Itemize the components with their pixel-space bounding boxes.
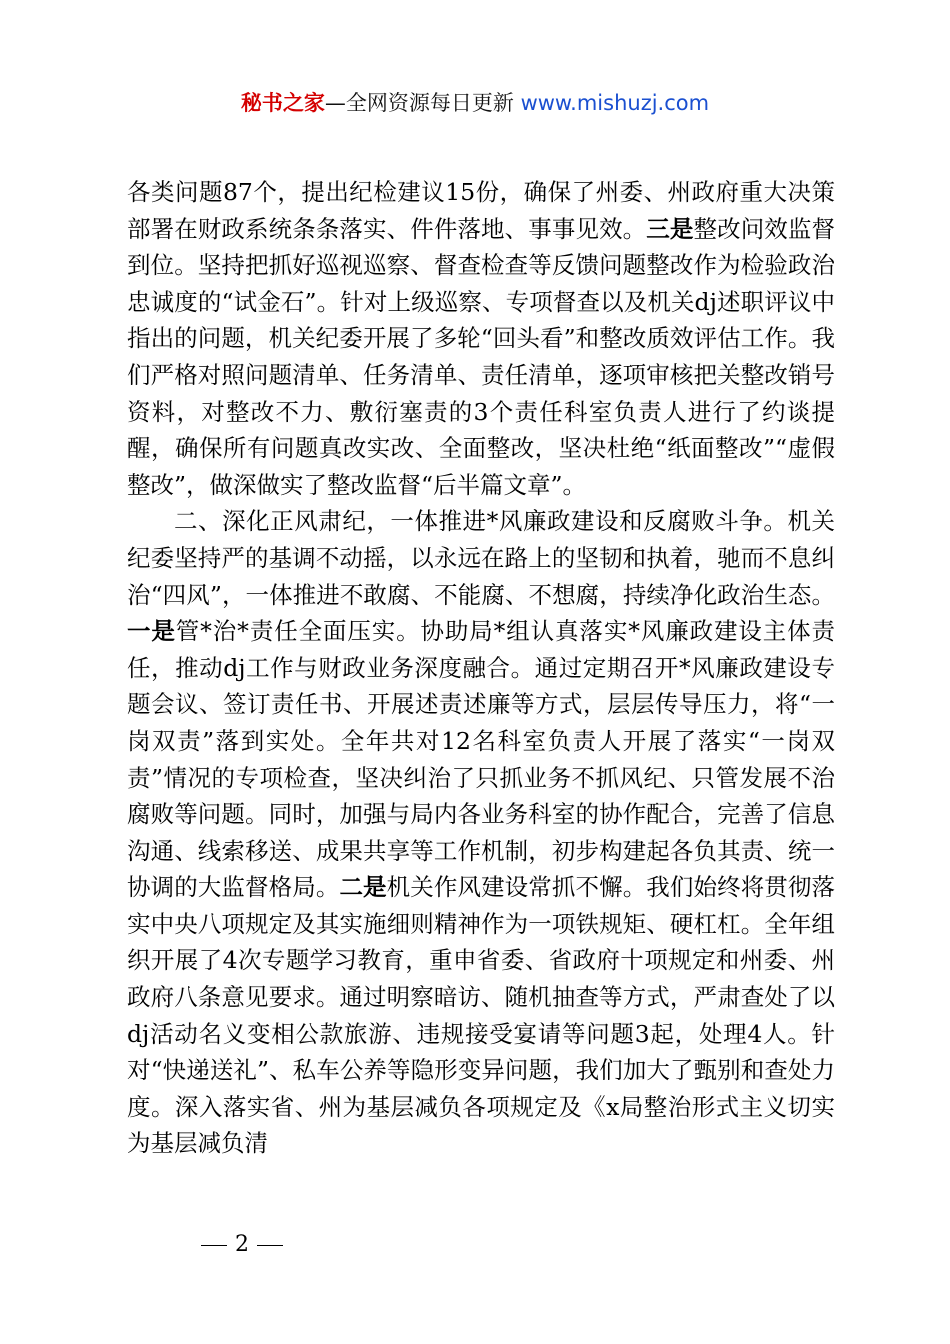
paragraph-1-text-1: 各类问题87个，提出纪检建议15份，确保了州委、州政府重大决策部署在财政系统条条落实、件件落地、事事见效。	[127, 178, 835, 243]
page-header	[0, 88, 950, 118]
document-body	[127, 174, 835, 1162]
paragraph-2-text-2: 管*治*责任全面压实。协助局*组认真落实*风廉政建设主体责任，推动dj工作与财政业务深度融合。通过定期召开*风廉政建设专题会议、签订责任书、开展述责述廉等方式，层层传导压力，将“一岗双责”落到实处。全年共对12名科室负责人开展了落实“一岗双责”情况的专项检查，坚决纠治了只抓业务不抓风纪、只管发展不治腐败等问题。同时，加强与局内各业务科室的协作配合，完善了信息沟通、线索移送、成果共享等工作机制，初步构建起各负其责、统一协调的大监督格局。	[127, 617, 836, 902]
paragraph-2	[127, 503, 835, 1162]
paragraph-1-text-2: 整改问效监督到位。坚持把抓好巡视巡察、督查检查等反馈问题整改作为检验政治忠诚度的“试金石”。针对上级巡察、专项督查以及机关dj述职评议中指出的问题，机关纪委开展了多轮“回头看”和整改质效评估工作。我们严格对照问题清单、任务清单、责任清单，逐项审核把关整改销号资料，对整改不力、敷衍塞责的3个责任科室负责人进行了约谈提醒，确保所有问题真改实改、全面整改，坚决杜绝“纸面整改”“虚假整改”，做深做实了整改监督“后半篇文章”。	[127, 214, 836, 499]
page-number: 2	[235, 1232, 249, 1257]
paragraph-2-bold-2: 二是	[339, 873, 387, 902]
paragraph-1-bold-1: 三是	[646, 214, 694, 243]
brand-name: 秘书之家	[240, 91, 325, 115]
paragraph-2-bold-1: 一是	[127, 617, 176, 646]
header-slogan: —全网资源每日更新	[324, 91, 521, 115]
page-footer	[193, 1232, 291, 1257]
paragraph-2-text-3: 机关作风建设常抓不懈。我们始终将贯彻落实中央八项规定及其实施细则精神作为一项铁规矩、硬杠杠。全年组织开展了4次专题学习教育，重申省委、省政府十项规定和州委、州政府八条意见要求。通过明察暗访、随机抽查等方式，严肃查处了以dj活动名义变相公款旅游、违规接受宴请等问题3起，处理4人。针对“快递送礼”、私车公养等隐形变异问题，我们加大了甄别和查处力度。深入落实省、州为基层减负各项规定及《x局整治形式主义切实为基层减负清	[127, 873, 836, 1158]
paragraph-1	[127, 174, 835, 503]
footer-dash-left	[201, 1245, 227, 1246]
website-link[interactable]: www.mishuzj.com	[520, 91, 710, 115]
footer-dash-right	[257, 1245, 283, 1246]
paragraph-2-text-1: 二、深化正风肃纪，一体推进*风廉政建设和反腐败斗争。机关纪委坚持严的基调不动摇，以永远在路上的坚韧和执着，驰而不息纠治“四风”，一体推进不敢腐、不能腐、不想腐，持续净化政治生态。	[127, 507, 835, 609]
